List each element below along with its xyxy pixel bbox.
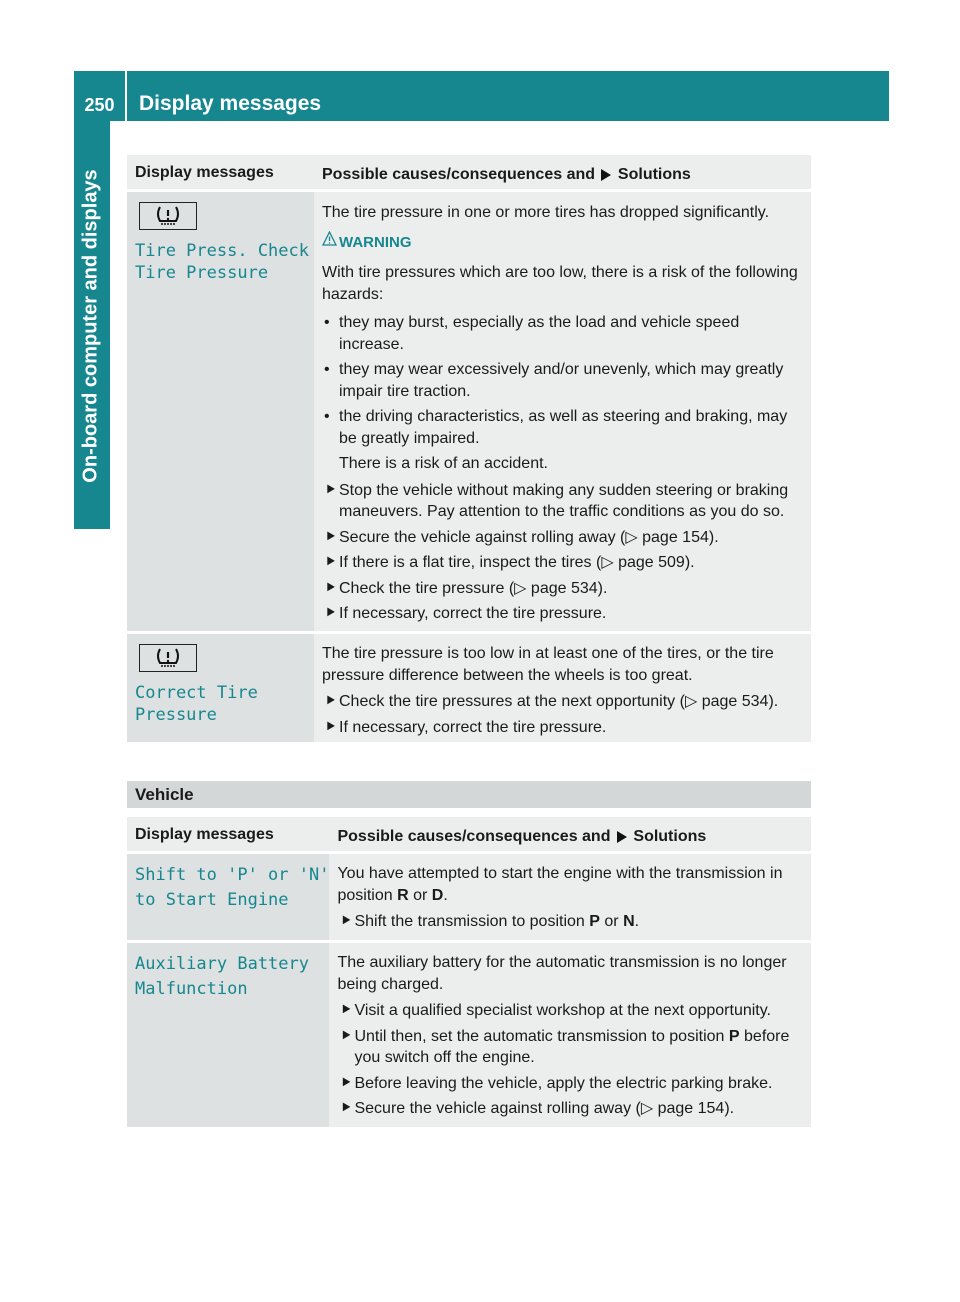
display-message-text: Tire Pressure xyxy=(135,263,269,283)
step-arrow-icon: ⯈ xyxy=(339,1100,353,1117)
list-item: • they may burst, especially as the load and vehicle speed increase. xyxy=(324,314,740,353)
step-arrow-icon: ⯈ xyxy=(339,1002,353,1019)
table-row xyxy=(127,943,811,1127)
cause-text: The tire pressure in one or more tires has dropped significantly. xyxy=(322,204,770,221)
step-arrow-icon: ⯈ xyxy=(324,528,337,546)
display-message-text: Tire Press. Check xyxy=(135,241,309,261)
display-message-text: Malfunction xyxy=(135,979,248,999)
step-arrow-icon: ⯈ xyxy=(324,605,337,622)
step-arrow-icon: ⯈ xyxy=(339,1027,353,1045)
warning-heading: WARNING xyxy=(322,232,805,254)
display-message-text: Correct Tire xyxy=(135,683,258,703)
solution-step: ⯈ If necessary, correct the tire pressure. xyxy=(322,603,805,625)
step-arrow-icon: ⯈ xyxy=(324,554,337,571)
display-message-text: Auxiliary Battery xyxy=(135,954,309,974)
solution-step: ⯈ Stop the vehicle without making any sudden steering or braking maneuvers. Pay attention to the traffic conditions as you do so. xyxy=(324,481,789,520)
step-arrow-icon xyxy=(601,169,611,181)
display-message-text: to Start Engine xyxy=(135,890,289,910)
step-arrow-icon: ⯈ xyxy=(339,1074,353,1092)
solution-step: ⯈ If necessary, correct the tire pressure. xyxy=(322,717,805,739)
table-row xyxy=(127,192,811,631)
col-header-causes-solutions: Possible causes/consequences and Solutions xyxy=(329,817,811,851)
table-row xyxy=(127,854,811,940)
solution-step: ⯈ Check the tire pressures at the next opportunity (▷ page 534). xyxy=(322,691,805,713)
solution-step: ⯈ Secure the vehicle against rolling away (▷ page 154). xyxy=(337,1098,805,1120)
cause-text: The auxiliary battery for the automatic transmission is no longer being charged. xyxy=(337,954,787,993)
cause-text: You have attempted to start the engine with the transmission in position R or D. xyxy=(337,865,783,904)
tire-messages-table xyxy=(127,155,811,742)
risk-text: There is a risk of an accident. xyxy=(339,455,548,472)
vehicle-messages-table xyxy=(127,817,811,1127)
solution-step: ⯈ Shift the transmission to position P or N. xyxy=(337,911,805,933)
step-arrow-icon xyxy=(617,831,627,843)
page-number: 250 xyxy=(74,71,127,121)
tire-pressure-warning-icon xyxy=(139,644,197,672)
step-arrow-icon: ⯈ xyxy=(324,481,337,499)
solution-step: ⯈ Until then, set the automatic transmission to position P before you switch off the engine. xyxy=(339,1027,790,1066)
side-tab-label: On-board computer and displays xyxy=(79,169,102,483)
display-message-text: Shift to 'P' or 'N' xyxy=(135,865,330,885)
step-arrow-icon: ⯈ xyxy=(339,913,353,930)
section-heading-vehicle: Vehicle xyxy=(127,781,811,808)
step-arrow-icon: ⯈ xyxy=(324,579,337,597)
solution-step: ⯈ Visit a qualified specialist workshop at the next opportunity. xyxy=(337,1000,805,1022)
tire-pressure-warning-icon xyxy=(139,202,197,230)
solution-step: ⯈ Check the tire pressure (▷ page 534). xyxy=(322,578,805,600)
col-header-display-messages: Display messages xyxy=(127,817,329,851)
list-item: • they may wear excessively and/or unevenly, which may greatly impair tire traction. xyxy=(324,361,784,400)
page-title: Display messages xyxy=(139,92,322,115)
step-arrow-icon: ⯈ xyxy=(324,718,337,736)
step-arrow-icon: ⯈ xyxy=(324,693,337,710)
table-header-row xyxy=(127,155,811,189)
table-row xyxy=(127,634,811,742)
cause-text: The tire pressure is too low in at least one of the tires, or the tire pressure difference between the wheels is too great. xyxy=(322,645,774,684)
display-message-text: Pressure xyxy=(135,705,217,725)
solution-step: ⯈ If there is a flat tire, inspect the tires (▷ page 509). xyxy=(322,552,805,574)
solution-step: ⯈ Secure the vehicle against rolling away (▷ page 154). xyxy=(322,527,805,549)
col-header-display-messages: Display messages xyxy=(127,155,314,189)
warning-triangle-icon xyxy=(322,231,337,253)
col-header-causes-solutions: Possible causes/consequences and Solutions xyxy=(314,155,811,189)
solution-step: ⯈ Before leaving the vehicle, apply the electric parking brake. xyxy=(337,1073,805,1095)
list-item: • the driving characteristics, as well as steering and braking, may be greatly impaired. xyxy=(324,408,788,447)
table-header-row xyxy=(127,817,811,851)
warning-text: With tire pressures which are too low, there is a risk of the following hazards: xyxy=(322,264,798,303)
